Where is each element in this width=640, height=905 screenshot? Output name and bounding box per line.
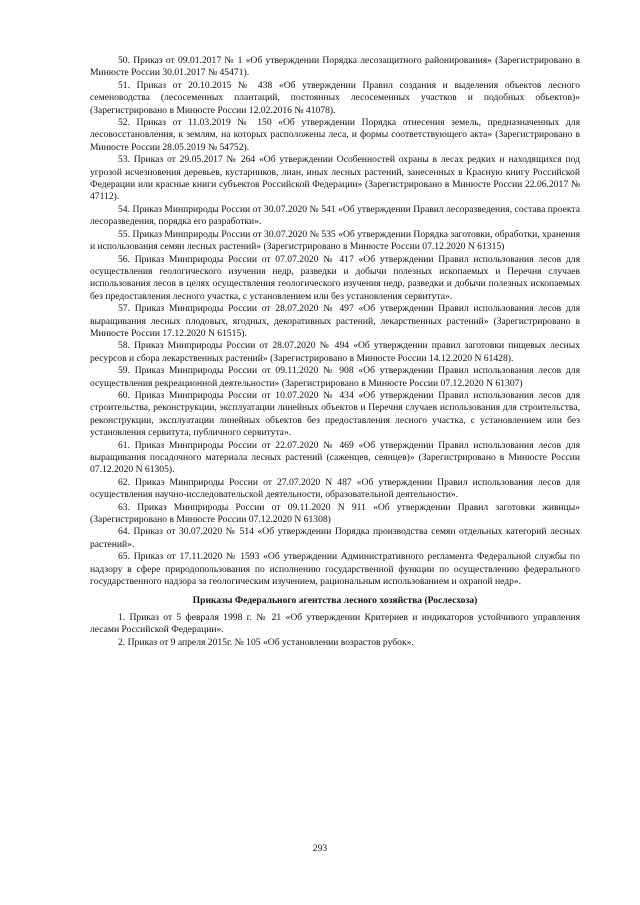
list-item: 57. Приказ Минприроды России от 28.07.2020 № 497 «Об утверждении Правил использования лесов для выращивания лесных плодовых, ягодных, декоративных растений, лекарственных растений» (Зарегистрировано в Минюсте России 17.12.2020 N 61515).	[90, 303, 580, 339]
list-item: 61. Приказ Минприроды России от 22.07.2020 № 469 «Об утверждении Правил использования лесов для выращивания посадочного материала лесных растений (саженцев, сеянцев)» (Зарегистрировано в Минюсте России 07.12.2020 N 61305).	[90, 439, 580, 476]
list-item: 58. Приказ Минприроды России от 28.07.2020 № 494 «Об утверждении правил заготовки пищевых лесных ресурсов и сбора лекарственных растений» (Зарегистрировано в Минюсте России 14.12.2020 N 61428).	[90, 340, 580, 364]
list-item: 52. Приказ от 11.03.2019 № 150 «Об утверждении Порядка отнесения земель, предназначенных для лесовосстановления, к землям, на которых расположены леса, и формы соответствующего акта» (Зарегистрировано в Минюсте России 28.05.2019 № 54752).	[90, 117, 580, 153]
list-item: 64. Приказ от 30.07.2020 № 514 «Об утверждении Порядка производства семян отдельных категорий лесных растений».	[90, 526, 580, 550]
document-page	[90, 55, 580, 649]
list-item: 55. Приказ Минприроды России от 30.07.2020 № 535 «Об утверждении Порядка заготовки, обработки, хранения и использования семян лесных растений» (Зарегистрировано в Минюсте России 07.12.2020 N 61315)	[90, 228, 580, 253]
list-item: 62. Приказ Минприроды России от 27.07.2020 N 487 «Об утверждении Правил использования лесов для осуществления научно-исследовательской деятельности, образовательной деятельности».	[90, 476, 580, 501]
list-item: 51. Приказ от 20.10.2015 № 438 «Об утверждении Правил создания и выделения объектов лесного семеноводства (лесосеменных плантаций, постоянных лесосеменных участков и подобных объектов)» (Зарегистрировано в Минюсте России 12.02.2016 № 41078).	[90, 79, 580, 116]
list-item: 59. Приказ Минприроды России от 09.11.2020 № 908 «Об утверждении Правил использования лесов для осуществления рекреационной деятельности» (Зарегистрировано в Минюсте России 07.12.2020 N 61307)	[90, 365, 580, 389]
list-item: 2. Приказ от 9 апреля 2015г. № 105 «Об установлении возрастов рубок».	[118, 636, 414, 648]
list-item: 53. Приказ от 29.05.2017 № 264 «Об утверждении Особенностей охраны в лесах редких и находящихся под угрозой исчезновения деревьев, кустарников, лиан, иных лесных растений, занесенных в Красную книгу Российской Федерации или красные книги субъектов Российской Федерации» (Зарегистрировано в Минюсте России 22.06.2017 № 47112).	[90, 154, 580, 203]
list-item: 65. Приказ от 17.11.2020 № 1593 «Об утверждении Административного регламента Федеральной службы по надзору в сфере природопользования по исполнению государственной функции по осуществлению федерального государственного надзора за геологическим изучением, рациональным использованием и охраной недр».	[90, 551, 580, 588]
section-heading: Приказы Федерального агентства лесного хозяйства (Рослесхоза)	[192, 595, 478, 607]
list-item: 1. Приказ от 5 февраля 1998 г. № 21 «Об утверждении Критериев и индикаторов устойчивого управления лесами Российской Федерации».	[90, 611, 580, 636]
list-item: 54. Приказ Минприроды России от 30.07.2020 № 541 «Об утверждении Правил лесоразведения, состава проекта лесоразведения, порядка его разработки».	[90, 203, 580, 228]
list-item: 56. Приказ Минприроды России от 07.07.2020 № 417 «Об утверждении Правил использования лесов для осуществления геологического изучения недр, разведки и добычи полезных ископаемых и Перечня случаев использования лесов в целях осуществления геологического изучения недр, разведки и добычи полезных ископаемых без предоставления лесного участка, с установлением или без установления сервитута».	[90, 253, 580, 302]
order-list-a	[90, 55, 580, 588]
list-item: 50. Приказ от 09.01.2017 № 1 «Об утверждении Порядка лесозащитного районирования» (Зарегистрировано в Минюсте России 30.01.2017 № 45471).	[90, 55, 580, 79]
order-list-b	[90, 612, 580, 649]
list-item: 63. Приказ Минприроды России от 09.11.2020 N 911 «Об утверждении Правил заготовки живицы» (Зарегистрировано в Минюсте России 07.12.2020 N 61308)	[90, 501, 580, 526]
list-item: 60. Приказ Минприроды России от 10.07.2020 № 434 «Об утверждении Правил использования лесов для строительства, реконструкции, эксплуатации линейных объектов и Перечня случаев использования для строительства, реконструкции, эксплуатации линейных объектов без предоставления лесного участка, с установлением или без установления сервитута, публичного сервитута».	[90, 389, 580, 439]
page-number: 293	[312, 843, 328, 854]
